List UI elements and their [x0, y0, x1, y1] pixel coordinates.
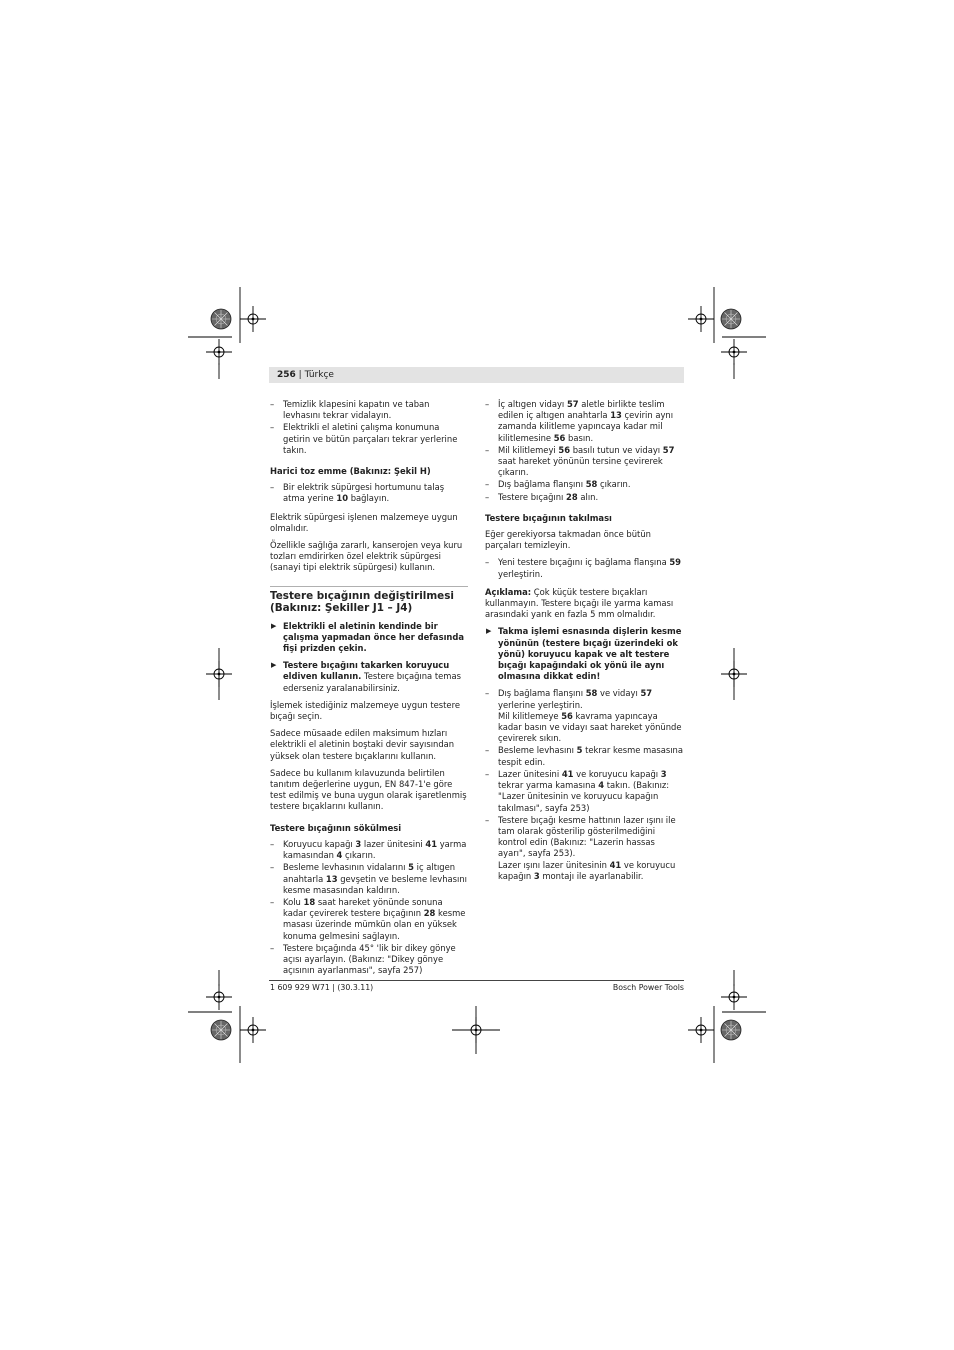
warning-item: ▶ Testere bıçağını takarken koruyucu eldiven kullanın. Testere bıçağına temas ederseniz yaralanabilirsiniz.: [271, 660, 461, 693]
paragraph: Elektrik süpürgesi işlenen malzemeye uygun olmalıdır.: [270, 511, 458, 533]
list-item: – Bir elektrik süpürgesi hortumunu talaş atma yerine 10 bağlayın.: [270, 482, 445, 504]
list-item: – Yeni testere bıçağını iç bağlama flanşına 59 yerleştirin.: [485, 557, 682, 579]
warning-item: ▶ Takma işlemi esnasında dişlerin kesme yönünün (testere bıçağı üzerindeki ok yönü) koruyucu kapak ve alt testere bıçağı kapağındaki ok yönü ile aynı olmasına dikkat edin!: [486, 626, 682, 682]
footer-rule: [269, 980, 684, 981]
list-item: – Mil kilitlemeyi 56 basılı tutun ve vidayı 57 saat hareket yönünün tersine çevirerek çıkarın.: [485, 444, 675, 478]
list-item: – Testere bıçağını 28 alın.: [485, 491, 599, 502]
list-item: – Testere bıçağında 45° 'lik bir dikey gönye açısı ayarlayın. (Bakınız: "Dikey gönye açısının ayarlanması", sayfa 257): [270, 942, 456, 976]
list-item: – Elektrikli el aletini çalışma konumuna getirin ve bütün parçaları tekrar yerlerine takın.: [270, 422, 458, 455]
page-header: [277, 369, 334, 381]
arrow-icon: ▶: [486, 627, 492, 636]
list-item: – Dış bağlama flanşını 58 ve vidayı 57 yerlerine yerleştirin. Mil kilitlemeye 56 kavrama yapıncaya kadar basın ve vidayı saat hareket yönünde çevirerek sıkın.: [485, 688, 682, 744]
list-item: – Besleme levhasını 5 tekrar kesme masasına tespit edin.: [485, 745, 683, 767]
section-divider: [270, 586, 468, 587]
list-item: – Temizlik klapesini kapatın ve taban levhasını tekrar vidalayın.: [270, 399, 430, 421]
warning-item: ▶ Elektrikli el aletinin kendinde bir çalışma yapmadan önce her defasında fişi prizden çekin.: [271, 620, 465, 654]
list-item: – Koruyucu kapağı 3 lazer ünitesini 41 yarma kamasından 4 çıkarın.: [270, 838, 467, 861]
header-separator: |: [295, 370, 305, 380]
header-language: Türkçe: [304, 370, 334, 380]
paragraph: İşlemek istediğiniz malzemeye uygun testere bıçağı seçin.: [270, 699, 460, 722]
left-column: [270, 399, 468, 977]
arrow-icon: ▶: [271, 661, 277, 670]
paragraph: Eğer gerekiyorsa takmadan önce bütün parçaları temizleyin.: [485, 529, 651, 551]
arrow-icon: ▶: [271, 621, 277, 630]
paragraph: Sadece müsaade edilen maksimum hızları elektrikli el aletinin boştaki devir sayısından yüksek olan testere bıçaklarını kullanın.: [270, 728, 455, 761]
dust-extraction-heading: Harici toz emme (Bakınız: Şekil H): [270, 466, 431, 477]
list-item: – Lazer ünitesini 41 ve koruyucu kapağı 3 tekrar yarma kamasına 4 takın. (Bakınız: "Lazer ünitesinin ve koruyucu kapağın takılması", sayfa 253): [485, 768, 670, 813]
note-paragraph: Açıklama: Çok küçük testere bıçakları kullanmayın. Testere bıçağı ile yarma kaması arasındaki yarık en fazla 5 mm olmalıdır.: [485, 586, 674, 620]
list-item: – Besleme levhasının vidalarını 5 iç altıgen anahtarla 13 gevşetin ve besleme levhasını kesme masasından kaldırın.: [270, 862, 467, 895]
install-heading: Testere bıçağının takılması: [485, 512, 612, 523]
removal-heading: Testere bıçağının sökülmesi: [270, 822, 402, 833]
page-number: 256: [277, 370, 296, 380]
paragraph: Özellikle sağlığa zararlı, kanserojen veya kuru tozları emdirirken özel elektrik süpürgesi (sanayi tipi elektrik süpürgesi) kullanın.: [270, 540, 463, 573]
list-item: – İç altıgen vidayı 57 aletle birlikte teslim edilen iç altıgen anahtarla 13 çevirin aynı zamanda kilitleme yapıncaya kadar mil kilitlemesine 56 basın.: [485, 399, 674, 443]
list-item: – Kolu 18 saat hareket yönünde sonuna kadar çevirerek testere bıçağının 28 kesme masası üzerinde mümkün olan en yüksek konuma gelmesini sağlayın.: [270, 896, 466, 941]
right-column: [485, 399, 683, 883]
list-item: – Dış bağlama flanşını 58 çıkarın.: [485, 479, 631, 490]
footer-brand: Bosch Power Tools: [612, 983, 684, 992]
paragraph: Sadece bu kullanım kılavuzunda belirtilen tanıtım değerlerine uygun, EN 847-1'e göre test edilmiş ve buna uygun olarak işaretlenmiş testere bıçaklarını kullanın.: [270, 767, 467, 812]
footer-document-id: 1 609 929 W71 | (30.3.11): [270, 983, 374, 992]
section-title: Testere bıçağının değiştirilmesi (Bakınız: Şekiller J1 – J4): [270, 589, 454, 615]
list-item: – Testere bıçağı kesme hattının lazer ışını ile tam olarak gösterilip gösterilmediğini kontrol edin (Bakınız: "Lazerin hassas ayarı", sayfa 253). Lazer ışını lazer ünitesinin 41 ve koruyucu kapağın 3 montajı ile ayarlanabilir.: [485, 814, 676, 881]
